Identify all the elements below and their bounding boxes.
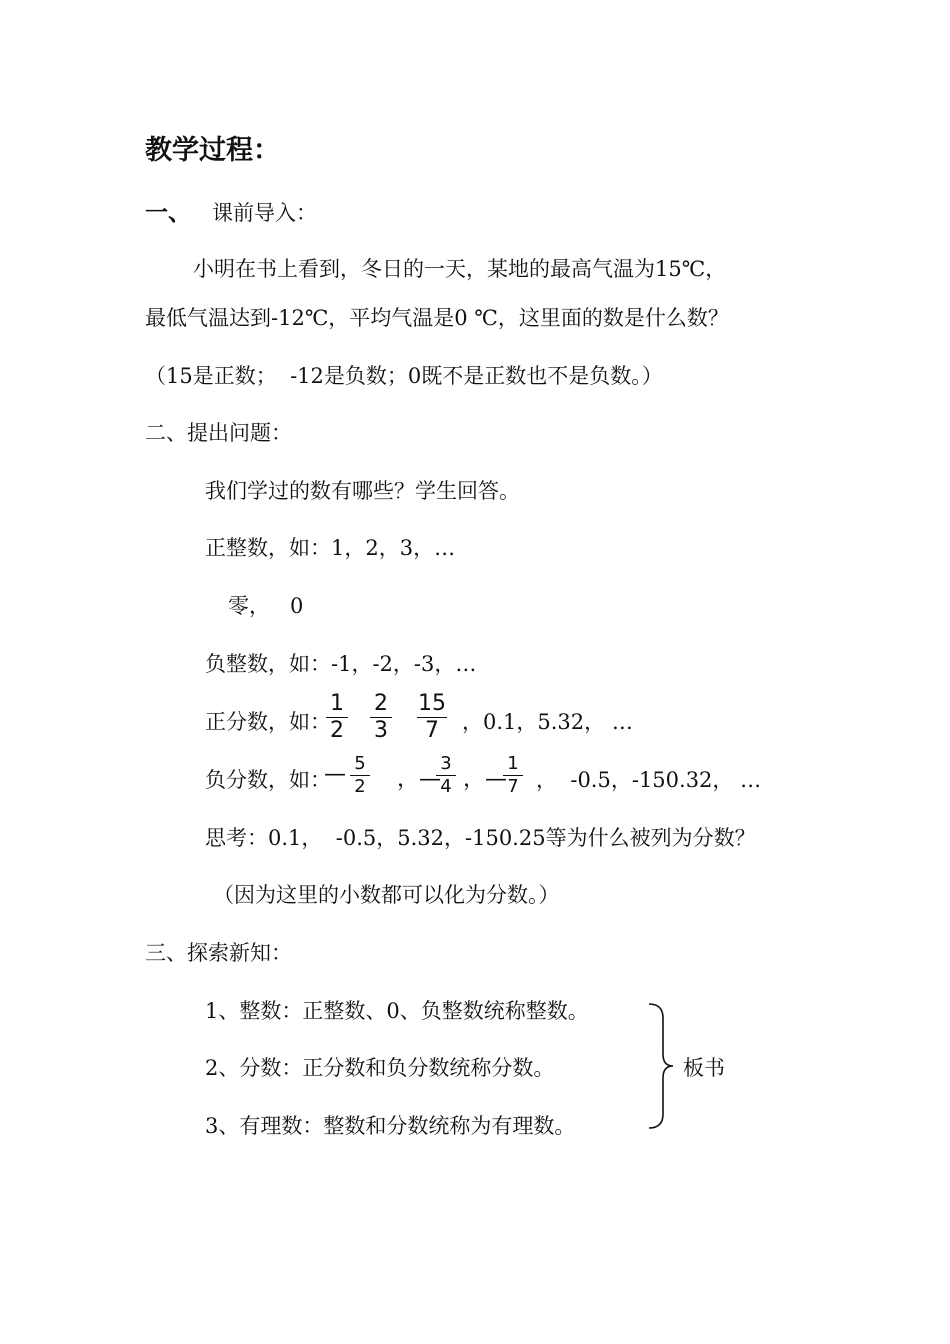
right-brace [645, 1002, 675, 1130]
section1-heading: 课前导入： [212, 201, 317, 225]
zero-line: 零， 0 [228, 594, 304, 618]
positive-fraction-3: 15 7 [418, 691, 446, 743]
negative-fraction-2: 3 4 [436, 754, 456, 797]
section3-heading: 三、探索新知： [145, 941, 292, 965]
section1-number: 一、 [145, 200, 191, 226]
negative-fractions-tail: ， -0.5，-150.32， … [536, 768, 762, 792]
definition-integer: 1、整数：正整数、0、负整数统称整数。 [205, 999, 589, 1023]
section1-para-line2: 最低气温达到-12℃，平均气温是0 ℃，这里面的数是什么数？ [145, 306, 729, 330]
positive-fraction-1: 1 2 [326, 692, 348, 743]
negative-integers-line: 负整数，如：-1，-2，-3，… [205, 652, 477, 676]
negative-fraction-3: 1 7 [503, 754, 523, 797]
positive-integers-line: 正整数，如：1，2，3，… [205, 536, 456, 560]
negative-fraction-1: 5 2 [350, 754, 370, 797]
section1-answer: （15是正数； -12是负数；0既不是正数也不是负数。） [145, 364, 663, 388]
negative-fractions-label: 负分数，如： [205, 768, 331, 792]
think-answer: （因为这里的小数都可以化为分数。） [213, 883, 560, 907]
minus-sign-3: ，— [463, 767, 508, 792]
positive-fractions-tail: ，0.1，5.32， … [462, 710, 633, 734]
section2-heading: 二、提出问题： [145, 421, 292, 445]
minus-sign-1: — [324, 762, 346, 787]
positive-fraction-2: 2 3 [370, 692, 392, 743]
section1-para-line1: 小明在书上看到，冬日的一天，某地的最高气温为15℃， [193, 257, 727, 281]
definition-fraction: 2、分数：正分数和负分数统称分数。 [205, 1056, 555, 1080]
think-question: 思考：0.1， -0.5，5.32，-150.25等为什么被列为分数？ [205, 826, 756, 850]
page-title: 教学过程： [145, 135, 280, 166]
positive-fractions-label: 正分数，如： [205, 710, 331, 734]
definition-rational: 3、有理数：整数和分数统称为有理数。 [205, 1114, 576, 1138]
blackboard-label: 板书 [683, 1056, 725, 1080]
minus-sign-2: ，— [397, 767, 442, 792]
section2-question: 我们学过的数有哪些？学生回答。 [205, 479, 520, 503]
